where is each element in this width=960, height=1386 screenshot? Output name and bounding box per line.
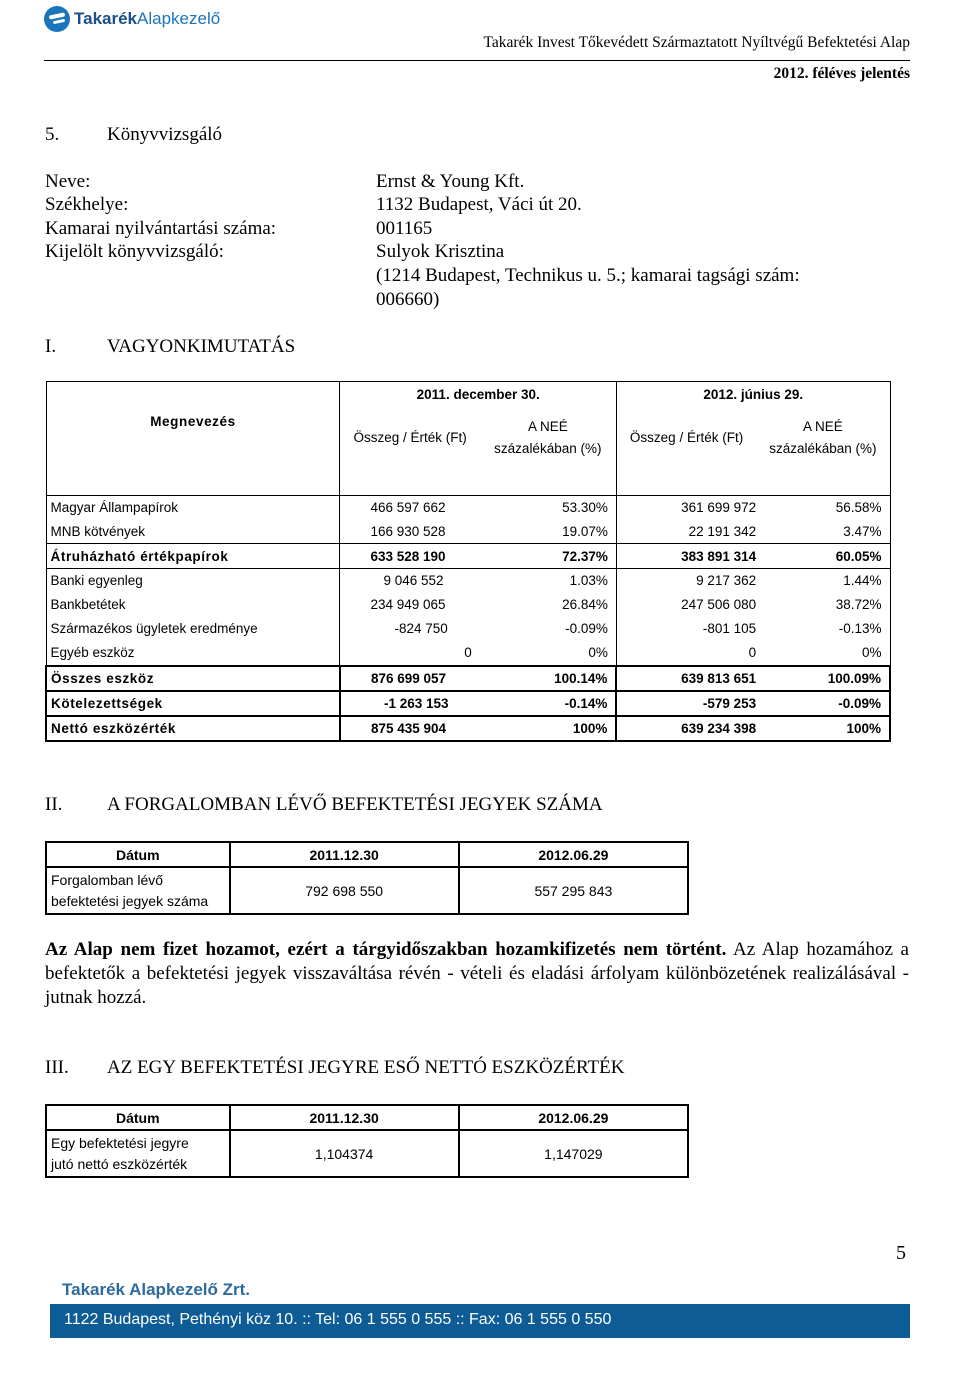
table-row (46, 569, 890, 593)
nav-header-d2: 2012.06.29 (459, 1105, 688, 1130)
row-pct-2: 100.09% (756, 666, 890, 691)
units-row-label (46, 867, 230, 914)
nav-header-date: Dátum (46, 1105, 230, 1130)
nav-row-label-line1: Egy befektetési jegyre (51, 1134, 189, 1151)
table-row (46, 496, 890, 520)
table-row (46, 867, 688, 914)
table-row (46, 544, 890, 569)
report-period: 2012. féléves jelentés (773, 65, 910, 82)
pct-header-2 (756, 408, 890, 468)
row-value-2: 361 699 972 (616, 496, 756, 520)
document-title: Takarék Invest Tőkevédett Származtatott Nyíltvégű Befektetési Alap (483, 34, 910, 51)
section-5-number: 5. (45, 124, 60, 145)
period-1-header: 2011. december 30. (340, 382, 616, 408)
table-row (46, 666, 890, 691)
row-value-2: -801 105 (616, 617, 756, 641)
row-value-2: 0 (616, 641, 756, 666)
page-number: 5 (896, 1242, 906, 1264)
nav-value-2: 1,147029 (459, 1130, 688, 1177)
row-pct-1: 26.84% (480, 593, 617, 617)
nav-row-label-line2: jutó nettó eszközérték (51, 1155, 188, 1172)
row-value-2: 639 813 651 (616, 666, 756, 691)
row-name: MNB kötvények (46, 520, 340, 544)
row-value-2: 247 506 080 (616, 593, 756, 617)
row-value-1: 9 046 552 (340, 569, 480, 593)
nav-header-d1: 2011.12.30 (230, 1105, 459, 1130)
auditor-name-value: Ernst & Young Kft. (376, 171, 525, 192)
units-row-label-line2: befektetési jegyek száma (51, 892, 209, 909)
section-3-heading (45, 1057, 624, 1079)
footer-contact-bar (50, 1304, 910, 1338)
table-row (46, 617, 890, 641)
row-value-1: 466 597 662 (340, 496, 480, 520)
header-divider (44, 60, 910, 61)
header-spacer-1 (340, 468, 616, 496)
units-header-d2: 2012.06.29 (459, 842, 688, 867)
table-row (46, 520, 890, 544)
row-pct-2: 56.58% (756, 496, 890, 520)
row-pct-2: -0.09% (756, 691, 890, 716)
row-pct-2: 100% (756, 716, 890, 741)
row-value-2: -579 253 (616, 691, 756, 716)
row-pct-2: 3.47% (756, 520, 890, 544)
row-value-1: 633 528 190 (340, 544, 480, 569)
row-value-1: 876 699 057 (340, 666, 480, 691)
section-2-number: II. (45, 794, 63, 815)
row-pct-1: 0% (480, 641, 617, 666)
units-header-d1: 2011.12.30 (230, 842, 459, 867)
row-value-2: 639 234 398 (616, 716, 756, 741)
row-name: Magyar Állampapírok (46, 496, 340, 520)
units-row-label-line1: Forgalomban lévő (51, 871, 164, 888)
company-logo (44, 4, 220, 34)
row-name: Egyéb eszköz (46, 641, 340, 666)
row-value-1: -824 750 (340, 617, 480, 641)
auditor-reg-label: Kamarai nyilvántartási száma: (45, 218, 277, 239)
row-pct-2: 0% (756, 641, 890, 666)
asset-statement-table (45, 381, 891, 742)
designated-auditor-name: Sulyok Krisztina (376, 241, 505, 262)
table-row (46, 691, 890, 716)
pct-header-1 (480, 408, 617, 468)
logo-text-bold: Takarék (74, 9, 138, 28)
units-header-date: Dátum (46, 842, 230, 867)
page-footer (50, 1276, 910, 1338)
pct-header-2-line2: százalékában (%) (769, 440, 877, 456)
row-value-1: 0 (340, 641, 480, 666)
logo-mark-icon (44, 6, 70, 32)
pct-header-1-line2: százalékában (%) (494, 440, 602, 456)
yield-note-bold: Az Alap nem fizet hozamot, ezért a tárgyidőszakban hozamkifizetés nem történt. (45, 939, 727, 960)
pct-header-1-line1: A NEÉ (527, 418, 568, 434)
row-name: Kötelezettségek (46, 691, 340, 716)
row-pct-1: -0.09% (480, 617, 617, 641)
table-row (46, 716, 890, 741)
auditor-seat-label: Székhelye: (45, 194, 129, 215)
table-row (46, 641, 890, 666)
table-row (46, 593, 890, 617)
section-2-heading (45, 794, 603, 816)
section-1-heading (45, 336, 295, 358)
section-5-title: Könyvvizsgáló (107, 124, 223, 145)
row-value-1: 234 949 065 (340, 593, 480, 617)
amount-header-2: Összeg / Érték (Ft) (616, 408, 756, 468)
period-2-header: 2012. június 29. (616, 382, 890, 408)
row-value-2: 9 217 362 (616, 569, 756, 593)
amount-header-1: Összeg / Érték (Ft) (340, 408, 480, 468)
designated-auditor-address: (1214 Budapest, Technikus u. 5.; kamarai tagsági szám: (376, 265, 800, 286)
row-name: Összes eszköz (46, 666, 340, 691)
row-pct-1: -0.14% (480, 691, 617, 716)
row-pct-1: 100% (480, 716, 617, 741)
yield-note-paragraph (45, 938, 909, 1010)
logo-text-light: Alapkezelő (137, 9, 221, 28)
section-2-title: A FORGALOMBAN LÉVŐ BEFEKTETÉSI JEGYEK SZÁMA (107, 794, 603, 815)
row-pct-1: 53.30% (480, 496, 617, 520)
row-pct-2: 1.44% (756, 569, 890, 593)
header-spacer-2 (616, 468, 890, 496)
yield-note-rest: Az Alap hozamához a befektetők a befektetési jegyek visszaváltása révén - vételi és eladási árfolyam különbözetének realizálásával - jutnak hozzá. (45, 939, 909, 1008)
section-3-title: AZ EGY BEFEKTETÉSI JEGYRE ESŐ NETTÓ ESZKÖZÉRTÉK (107, 1057, 625, 1078)
designated-auditor-membership: 006660) (376, 289, 440, 310)
auditor-reg-value: 001165 (376, 218, 433, 239)
row-name: Átruházható értékpapírok (46, 544, 340, 569)
table-row (46, 1130, 688, 1177)
row-value-1: -1 263 153 (340, 691, 480, 716)
auditor-name-label: Neve: (45, 171, 91, 192)
section-5-heading (45, 124, 222, 146)
col-header-name: Megnevezés (46, 382, 340, 496)
row-name: Nettó eszközérték (46, 716, 340, 741)
row-pct-2: 60.05% (756, 544, 890, 569)
row-pct-1: 1.03% (480, 569, 617, 593)
row-pct-1: 72.37% (480, 544, 617, 569)
row-name: Bankbetétek (46, 593, 340, 617)
row-pct-2: -0.13% (756, 617, 890, 641)
units-value-2: 557 295 843 (459, 867, 688, 914)
row-name: Származékos ügyletek eredménye (46, 617, 340, 641)
units-outstanding-table (45, 841, 689, 915)
nav-per-unit-table (45, 1104, 689, 1178)
units-value-1: 792 698 550 (230, 867, 459, 914)
section-3-number: III. (45, 1057, 69, 1078)
section-1-number: I. (45, 336, 57, 357)
nav-row-label (46, 1130, 230, 1177)
footer-company-name: Takarék Alapkezelő Zrt. (62, 1280, 251, 1299)
row-pct-1: 100.14% (480, 666, 617, 691)
designated-auditor-label: Kijelölt könyvvizsgáló: (45, 241, 224, 262)
row-value-1: 875 435 904 (340, 716, 480, 741)
auditor-seat-value: 1132 Budapest, Váci út 20. (376, 194, 582, 215)
row-pct-1: 19.07% (480, 520, 617, 544)
row-value-2: 22 191 342 (616, 520, 756, 544)
pct-header-2-line1: A NEÉ (802, 418, 843, 434)
footer-contact-info: 1122 Budapest, Pethényi köz 10. :: Tel: 06 1 555 0 555 :: Fax: 06 1 555 0 550 (64, 1311, 612, 1328)
row-value-2: 383 891 314 (616, 544, 756, 569)
section-1-title: VAGYONKIMUTATÁS (107, 336, 296, 357)
nav-value-1: 1,104374 (230, 1130, 459, 1177)
row-name: Banki egyenleg (46, 569, 340, 593)
row-pct-2: 38.72% (756, 593, 890, 617)
row-value-1: 166 930 528 (340, 520, 480, 544)
